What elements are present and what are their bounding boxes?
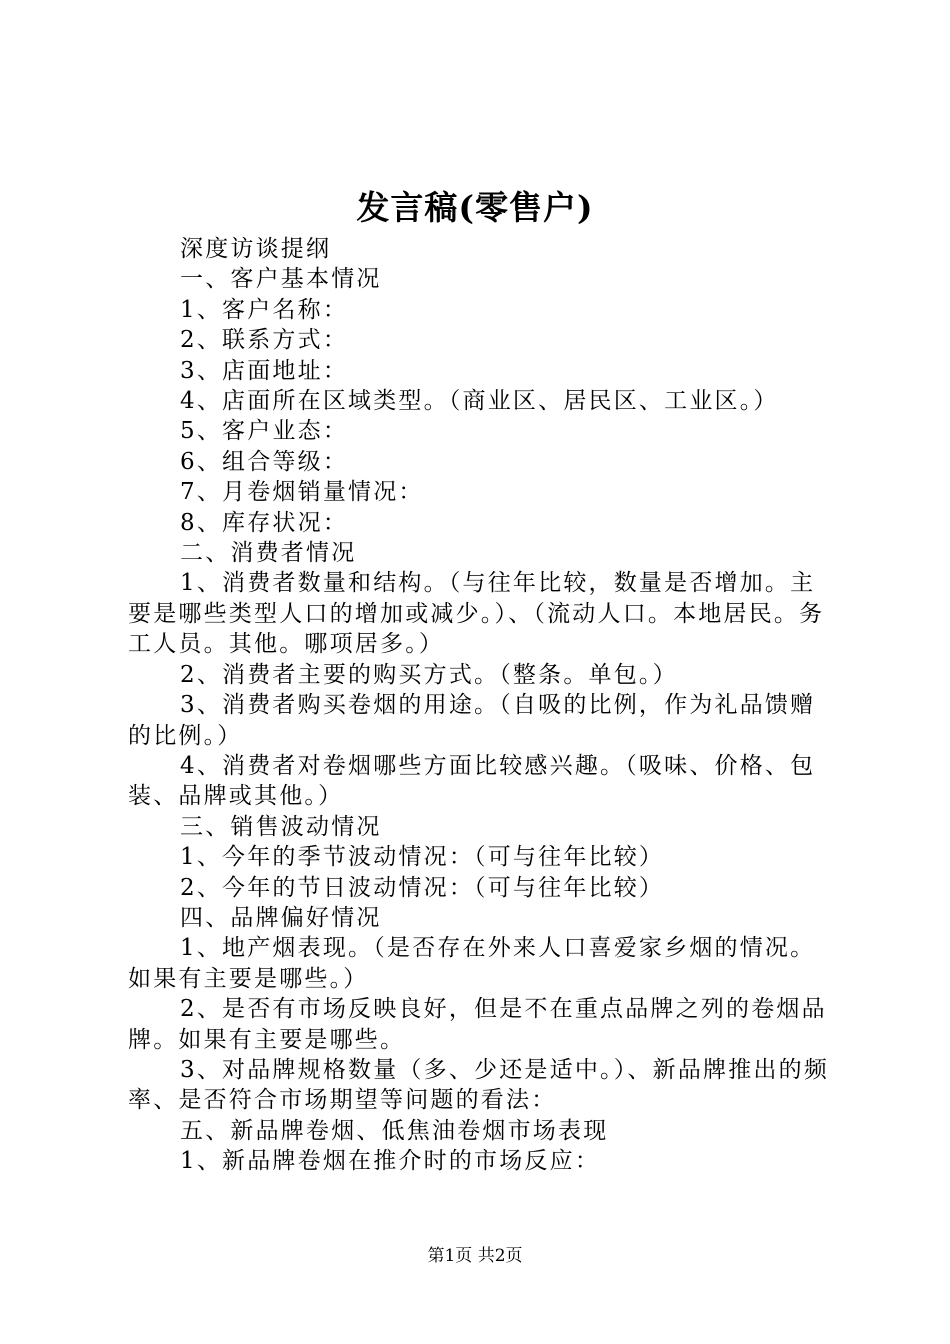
paragraph: 1、消费者数量和结构。（与往年比较，数量是否增加。主要是哪些类型人口的增加或减少。）、（流动人口。本地居民。务工人员。其他。哪项居多。） [128,570,825,658]
paragraph: 1、客户名称： [180,296,349,323]
paragraph: 7、月卷烟销量情况： [180,479,424,506]
section-heading: 二、消费者情况 [180,540,357,567]
page-number-footer: 第1页 共2页 [427,1246,523,1266]
paragraph: 5、客户业态： [180,418,349,445]
paragraph: 4、消费者对卷烟哪些方面比较感兴趣。（吸味、价格、包装、品牌或其他。） [128,752,816,810]
paragraph: 8、库存状况： [180,509,349,536]
paragraph: 3、店面地址： [180,357,349,384]
paragraph: 2、消费者主要的购买方式。（整条。单包。） [180,661,678,688]
paragraph: 3、消费者购买卷烟的用途。（自吸的比例，作为礼品馈赠的比例。） [128,692,816,749]
paragraph: 2、是否有市场反映良好，但是不在重点品牌之列的卷烟品牌。如果有主要是哪些。 [128,996,827,1053]
paragraph: 1、今年的季节波动情况：（可与往年比较） [180,844,665,871]
paragraph: 1、地产烟表现。（是否存在外来人口喜爱家乡烟的情况。如果有主要是哪些。） [128,935,816,992]
paragraph: 6、组合等级： [180,448,349,475]
paragraph: 2、今年的节日波动情况：（可与往年比较） [180,874,665,901]
section-heading: 五、新品牌卷烟、低焦油卷烟市场表现 [180,1117,609,1144]
document-title: 发言稿(零售户) [356,188,594,227]
section-heading: 一、客户基本情况 [180,266,382,293]
section-heading: 四、品牌偏好情况 [180,904,382,931]
document-body [128,234,838,1177]
paragraph: 2、联系方式： [180,327,349,354]
paragraph: 1、新品牌卷烟在推介时的市场反应： [180,1148,601,1175]
paragraph: 3、对品牌规格数量（多、少还是适中。）、新品牌推出的频率、是否符合市场期望等问题的看法： [128,1056,830,1114]
paragraph: 4、店面所在区域类型。（商业区、居民区、工业区。） [180,388,779,415]
paragraph: 深度访谈提纲 [180,236,332,262]
section-heading: 三、销售波动情况 [180,813,382,840]
